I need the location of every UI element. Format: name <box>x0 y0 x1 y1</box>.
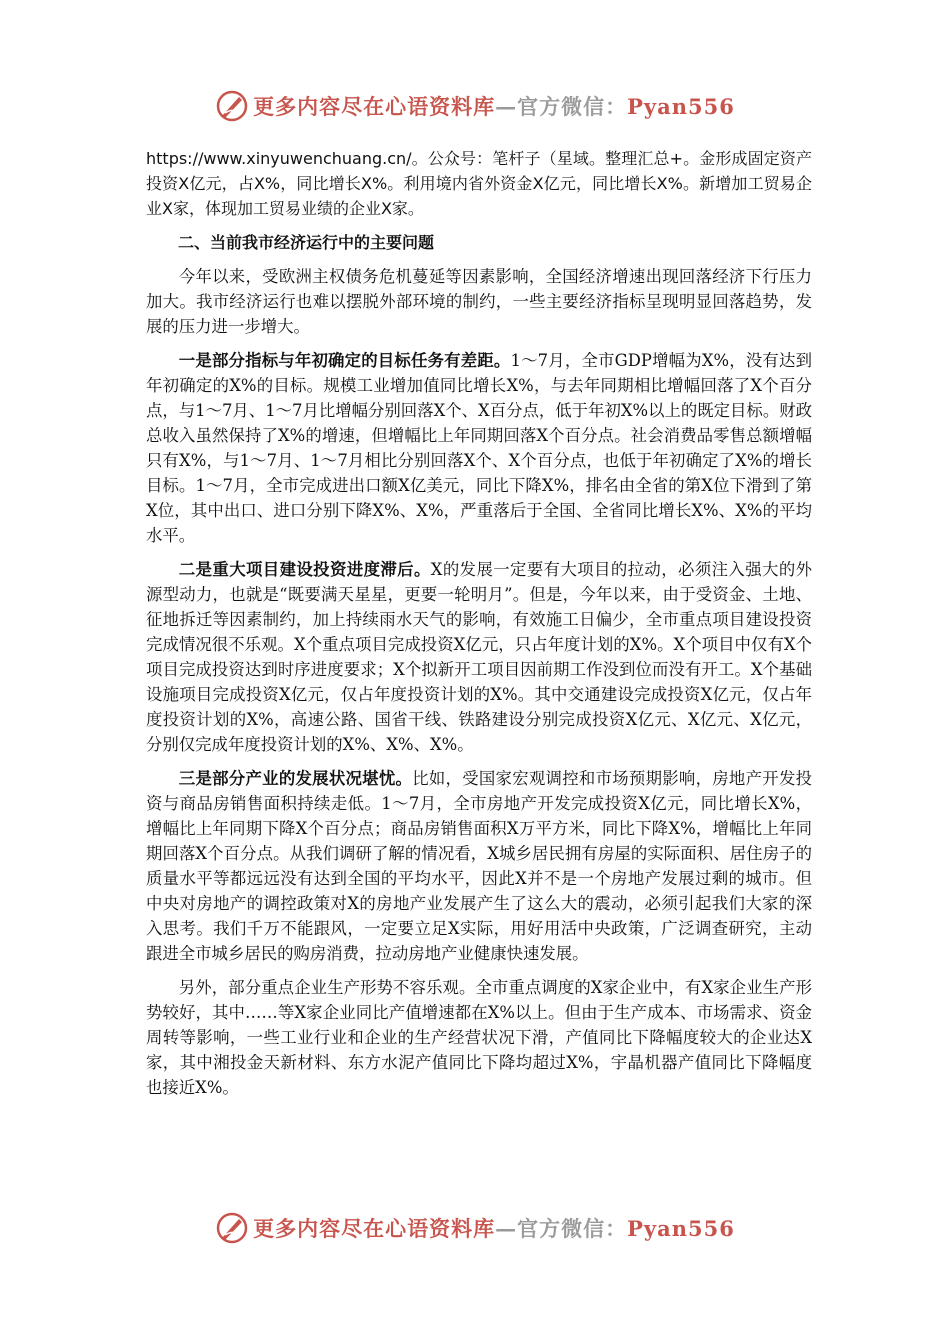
industry-concern-paragraph <box>146 766 812 966</box>
enterprise-paragraph: 另外，部分重点企业生产形势不容乐观。全市重点调度的X家企业中，有X家企业生产形势较好，其中……等X家企业同比产值增速都在X%以上。但由于生产成本、市场需求、资金周转等影响，一些工业行业和企业的生产经营状况下滑，产值同比下降幅度较大的企业达X家，其中湘投金天新材料、东方水泥产值同比下降均超过X%，宇晶机器产值同比下降幅度也接近X%。 <box>146 978 812 1097</box>
indicator-gap-lead: 一是部分指标与年初确定的目标任务有差距。 <box>178 351 511 370</box>
overview-paragraph: 今年以来，受欧洲主权债务危机蔓延等因素影响，全国经济增速出现回落经济下行压力加大。我市经济运行也难以摆脱外部环境的制约，一些主要经济指标呈现明显回落趋势，发展的压力进一步增大。 <box>146 267 812 336</box>
industry-concern-lead: 三是部分产业的发展状况堪忧。 <box>178 769 413 788</box>
pen-logo-icon <box>215 1211 249 1245</box>
header-watermark-text: 更多内容尽在心语资料库—官方微信：Pyan556 <box>253 94 735 119</box>
indicator-gap-body: 1～7月，全市GDP增幅为X%，没有达到年初确定的X%的目标。规模工业增加值同比增长X%，与去年同期相比增幅回落了X个百分点，与1～7月、1～7月比增幅分别回落X个、X百分点，低于年初X%以上的既定目标。财政总收入虽然保持了X%的增速，但增幅比上年同期回落X个百分点。社会消费品零售总额增幅只有X%，与1～7月、1～7月相比分别回落X个、X个百分点，也低于年初确定了X%的增长目标。1～7月，全市完成进出口额X亿美元，同比下降X%，排名由全省的第X位下滑到了第X位，其中出口、进口分别下降X%、X%，严重落后于全国、全省同比增长X%、X%的平均水平。 <box>146 351 812 545</box>
pen-logo-icon <box>215 89 249 123</box>
document-body <box>146 146 812 1109</box>
indicator-gap-paragraph <box>146 348 812 548</box>
project-delay-body: X的发展一定要有大项目的拉动，必须注入强大的外源型动力，也就是“既要满天星星，更要一轮明月”。但是，今年以来，由于受资金、土地、征地拆迁等因素制约，加上持续雨水天气的影响，有效施工日偏少，全市重点项目建设投资完成情况很不乐观。X个重点项目完成投资X亿元，只占年度计划的X%。X个项目中仅有X个项目完成投资达到时序进度要求；X个拟新开工项目因前期工作没到位而没有开工。X个基础设施项目完成投资X亿元，仅占年度投资计划的X%。其中交通建设完成投资X亿元，仅占年度投资计划的X%，高速公路、国省干线、铁路建设分别完成投资X亿元、X亿元、X亿元，分别仅完成年度投资计划的X%、X%、X%。 <box>146 560 813 754</box>
footer-watermark-text: 更多内容尽在心语资料库—官方微信：Pyan556 <box>253 1216 735 1241</box>
section-heading: 二、当前我市经济运行中的主要问题 <box>178 233 435 252</box>
project-delay-paragraph <box>146 557 812 757</box>
intro-paragraph: https://www.xinyuwenchuang.cn/。公众号：笔杆子（星域。整理汇总+。金形成固定资产投资X亿元，占X%，同比增长X%。利用境内省外资金X亿元，同比增长X%。新增加工贸易企业X家，体现加工贸易业绩的企业X家。 <box>146 149 812 218</box>
header-watermark <box>0 86 950 126</box>
project-delay-lead: 二是重大项目建设投资进度滞后。 <box>178 560 431 579</box>
industry-concern-body: 比如，受国家宏观调控和市场预期影响，房地产开发投资与商品房销售面积持续走低。1～7月，全市房地产开发完成投资X亿元，同比增长X%，增幅比上年同期下降X个百分点；商品房销售面积X万平方米，同比下降X%，增幅比上年同期回落X个百分点。从我们调研了解的情况看，X城乡居民拥有房屋的实际面积、居住房子的质量水平等都远远没有达到全国的平均水平，因此X并不是一个房地产发展过剩的城市。但中央对房地产的调控政策对X的房地产业发展产生了这么大的震动，必须引起我们大家的深入思考。我们千万不能跟风，一定要立足X实际，用好用活中央政策，广泛调查研究，主动跟进全市城乡居民的购房消费，拉动房地产业健康快速发展。 <box>146 769 813 963</box>
footer-watermark <box>0 1208 950 1248</box>
